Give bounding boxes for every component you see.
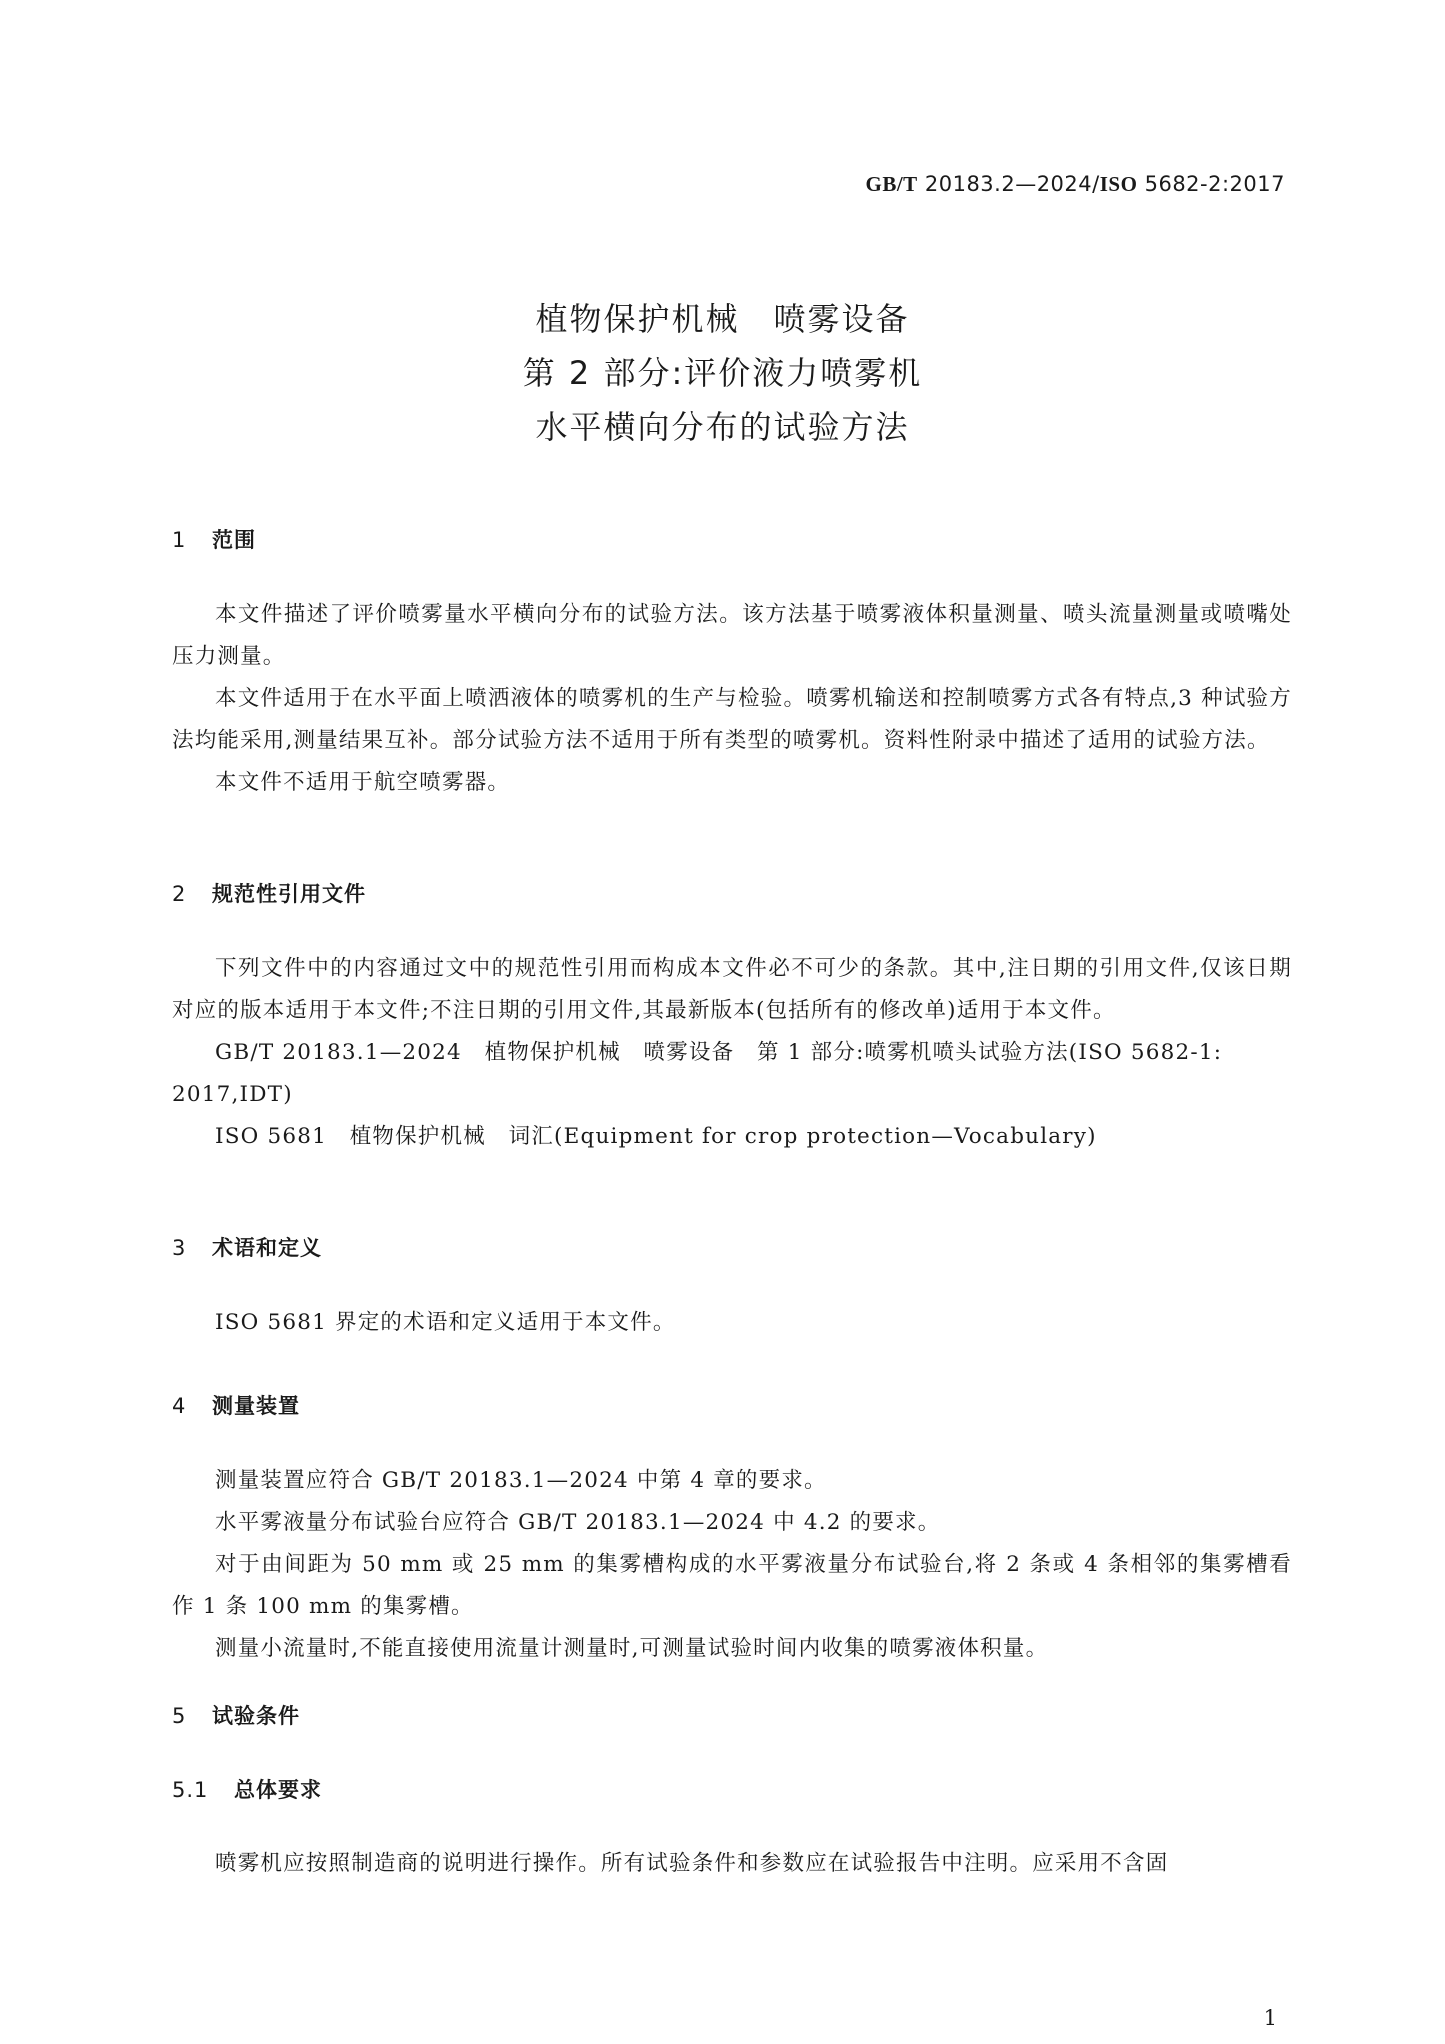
section-1-paragraph-2: 本文件适用于在水平面上喷洒液体的喷雾机的生产与检验。喷雾机输送和控制喷雾方式各有特点,3 种试验方法均能采用,测量结果互补。部分试验方法不适用于所有类型的喷雾机。资料性附录中描述了适用的试验方法。 <box>172 686 1292 753</box>
page-number: 1 <box>1263 2006 1277 2030</box>
section-4-paragraph-2: 水平雾液量分布试验台应符合 GB/T 20183.1—2024 中 4.2 的要求。 <box>215 1510 941 1535</box>
section-2-body <box>172 948 1292 1158</box>
section-5-1-body <box>172 1843 1292 1885</box>
title-line-1: 植物保护机械 喷雾设备 <box>535 300 910 338</box>
section-2-heading: 2 规范性引用文件 <box>172 882 366 906</box>
section-4-paragraph-4: 测量小流量时,不能直接使用流量计测量时,可测量试验时间内收集的喷雾液体积量。 <box>215 1636 1049 1661</box>
section-4-body <box>172 1460 1292 1670</box>
title-line-3: 水平横向分布的试验方法 <box>535 408 910 446</box>
section-5-1-heading: 5.1 总体要求 <box>172 1778 322 1802</box>
section-5-heading: 5 试验条件 <box>172 1704 300 1728</box>
section-1-heading: 1 范围 <box>172 528 256 552</box>
document-title <box>0 292 1445 454</box>
section-2-paragraph-1: 下列文件中的内容通过文中的规范性引用而构成本文件必不可少的条款。其中,注日期的引用文件,仅该日期对应的版本适用于本文件;不注日期的引用文件,其最新版本(包括所有的修改单)适用于本文件。 <box>172 956 1292 1023</box>
section-4-paragraph-3: 对于由间距为 50 mm 或 25 mm 的集雾槽构成的水平雾液量分布试验台,将 2 条或 4 条相邻的集雾槽看作 1 条 100 mm 的集雾槽。 <box>172 1552 1292 1619</box>
section-3-paragraph-1: ISO 5681 界定的术语和定义适用于本文件。 <box>215 1310 676 1335</box>
section-1-body <box>172 594 1292 804</box>
reference-1-line-2: 2017,IDT) <box>172 1082 293 1107</box>
reference-2: ISO 5681 植物保护机械 词汇(Equipment for crop protection—Vocabulary) <box>215 1124 1097 1149</box>
section-4-paragraph-1: 测量装置应符合 GB/T 20183.1—2024 中第 4 章的要求。 <box>215 1468 827 1493</box>
reference-1-line-1: GB/T 20183.1—2024 植物保护机械 喷雾设备 第 1 部分:喷雾机喷头试验方法(ISO 5682-1: <box>215 1040 1223 1065</box>
section-3-body <box>172 1302 1292 1344</box>
section-3-heading: 3 术语和定义 <box>172 1236 322 1260</box>
section-1-paragraph-3: 本文件不适用于航空喷雾器。 <box>215 770 511 795</box>
section-5-1-paragraph-1: 喷雾机应按照制造商的说明进行操作。所有试验条件和参数应在试验报告中注明。应采用不含固 <box>215 1851 1169 1876</box>
section-1-paragraph-1: 本文件描述了评价喷雾量水平横向分布的试验方法。该方法基于喷雾液体积量测量、喷头流量测量或喷嘴处压力测量。 <box>172 602 1292 669</box>
section-4-heading: 4 测量装置 <box>172 1394 300 1418</box>
standard-code: GB/T 20183.2—2024/ISO 5682-2:2017 <box>865 172 1285 196</box>
title-line-2: 第 2 部分:评价液力喷雾机 <box>522 354 923 392</box>
